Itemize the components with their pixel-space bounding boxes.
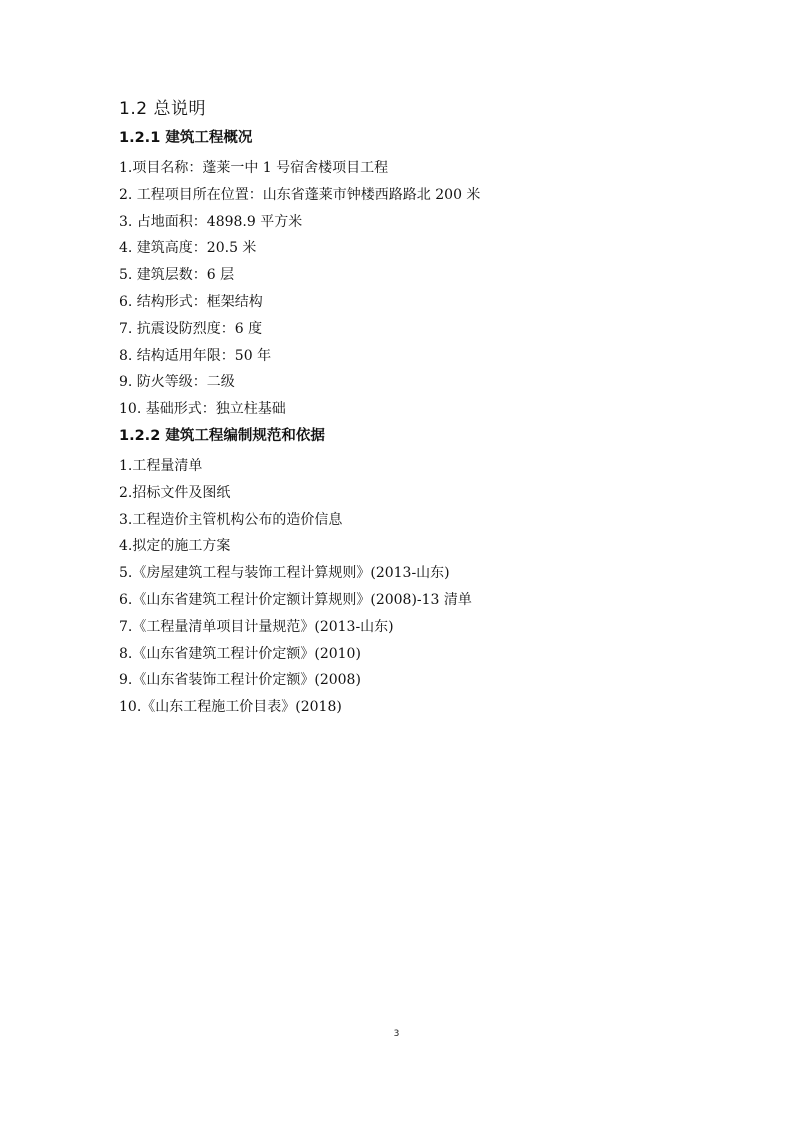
page-number: 3 (393, 1029, 400, 1039)
basis-item: 6.《山东省建筑工程计价定额计算规则》(2008)-13 清单 (119, 591, 472, 608)
basis-list (119, 453, 719, 721)
overview-item: 8. 结构适用年限：50 年 (119, 347, 272, 364)
basis-item: 8.《山东省建筑工程计价定额》(2010) (119, 645, 361, 662)
overview-item: 9. 防火等级：二级 (119, 374, 235, 391)
basis-item: 10.《山东工程施工价目表》(2018) (119, 699, 342, 716)
basis-item: 4.拟定的施工方案 (119, 538, 231, 555)
overview-list (119, 155, 719, 423)
overview-item: 10. 基础形式：独立柱基础 (119, 401, 286, 418)
overview-heading: 1.2.1 建筑工程概况 (119, 130, 253, 146)
basis-item: 3.工程造价主管机构公布的造价信息 (119, 511, 343, 528)
basis-item: 1.工程量清单 (119, 457, 203, 474)
overview-item: 3. 占地面积：4898.9 平方米 (119, 213, 303, 230)
overview-item: 4. 建筑高度：20.5 米 (119, 240, 257, 257)
section-title: 1.2 总说明 (119, 99, 206, 119)
overview-item: 2. 工程项目所在位置：山东省蓬莱市钟楼西路路北 200 米 (119, 186, 481, 203)
overview-item: 6. 结构形式：框架结构 (119, 293, 263, 310)
basis-heading: 1.2.2 建筑工程编制规范和依据 (119, 427, 325, 444)
page-content (119, 93, 719, 721)
basis-item: 7.《工程量清单项目计量规范》(2013-山东) (119, 618, 394, 635)
basis-item: 2.招标文件及图纸 (119, 484, 231, 501)
overview-item: 5. 建筑层数：6 层 (119, 267, 235, 284)
basis-item: 9.《山东省装饰工程计价定额》(2008) (119, 672, 361, 689)
overview-item: 1.项目名称：蓬莱一中 1 号宿舍楼项目工程 (119, 160, 389, 176)
overview-item: 7. 抗震设防烈度：6 度 (119, 320, 263, 337)
basis-item: 5.《房屋建筑工程与装饰工程计算规则》(2013-山东) (119, 565, 450, 582)
